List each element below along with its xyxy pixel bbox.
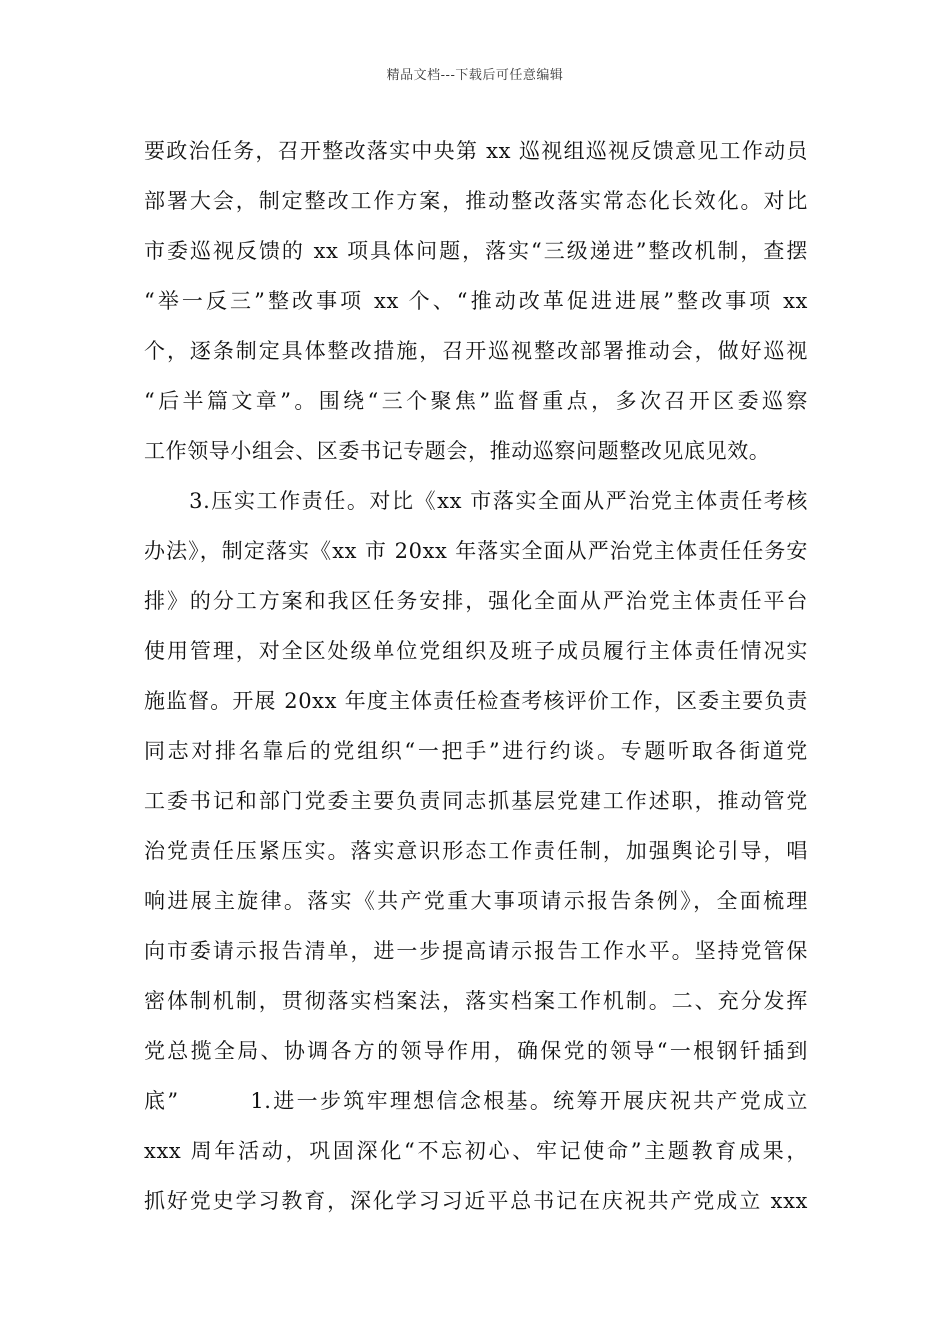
text-line: “后半篇文章”。围绕“三个聚焦”监督重点，多次召开区委巡察 — [144, 389, 808, 413]
text-line: 市委巡视反馈的 xx 项具体问题，落实“三级递进”整改机制，查摆 — [144, 239, 808, 263]
text-line: xxx 周年活动，巩固深化“不忘初心、牢记使命”主题教育成果， — [144, 1139, 808, 1163]
text-line: 抓好党史学习教育，深化学习习近平总书记在庆祝共产党成立 xxx — [144, 1189, 808, 1213]
text-line: 办法》，制定落实《xx 市 20xx 年落实全面从严治党主体责任任务安 — [144, 539, 808, 563]
page-header: 精品文档---下载后可任意编辑 — [386, 68, 564, 83]
text-line: 要政治任务，召开整改落实中央第 xx 巡视组巡视反馈意见工作动员 — [144, 139, 808, 163]
text-line: 排》的分工方案和我区任务安排，强化全面从严治党主体责任平台 — [144, 589, 808, 613]
document-body — [144, 126, 808, 1226]
text-line: 工委书记和部门党委主要负责同志抓基层党建工作述职，推动管党 — [144, 789, 808, 813]
text-line: 同志对排名靠后的党组织“一把手”进行约谈。专题听取各街道党 — [144, 739, 808, 763]
text-line: 施监督。开展 20xx 年度主体责任检查考核评价工作，区委主要负责 — [144, 689, 808, 713]
text-line: 使用管理，对全区处级单位党组织及班子成员履行主体责任情况实 — [144, 639, 808, 663]
text-line: 底” 1.进一步筑牢理想信念根基。统筹开展庆祝共产党成立 — [144, 1089, 808, 1113]
text-line: 响进展主旋律。落实《共产党重大事项请示报告条例》，全面梳理 — [144, 889, 808, 913]
text-line: 向市委请示报告清单，进一步提高请示报告工作水平。坚持党管保 — [144, 939, 808, 963]
text-line: 部署大会，制定整改工作方案，推动整改落实常态化长效化。对比 — [144, 189, 808, 213]
text-line: 3.压实工作责任。对比《xx 市落实全面从严治党主体责任考核 — [144, 489, 808, 513]
text-line: 党总揽全局、协调各方的领导作用，确保党的领导“一根钢钎插到 — [144, 1039, 808, 1063]
text-line: “举一反三”整改事项 xx 个、“推动改革促进进展”整改事项 xx — [144, 289, 808, 313]
text-line: 个，逐条制定具体整改措施，召开巡视整改部署推动会，做好巡视 — [144, 339, 808, 363]
text-line: 密体制机制，贯彻落实档案法，落实档案工作机制。二、充分发挥 — [144, 989, 808, 1013]
text-line: 治党责任压紧压实。落实意识形态工作责任制，加强舆论引导，唱 — [144, 839, 808, 863]
text-line: 工作领导小组会、区委书记专题会，推动巡察问题整改见底见效。 — [144, 439, 771, 463]
